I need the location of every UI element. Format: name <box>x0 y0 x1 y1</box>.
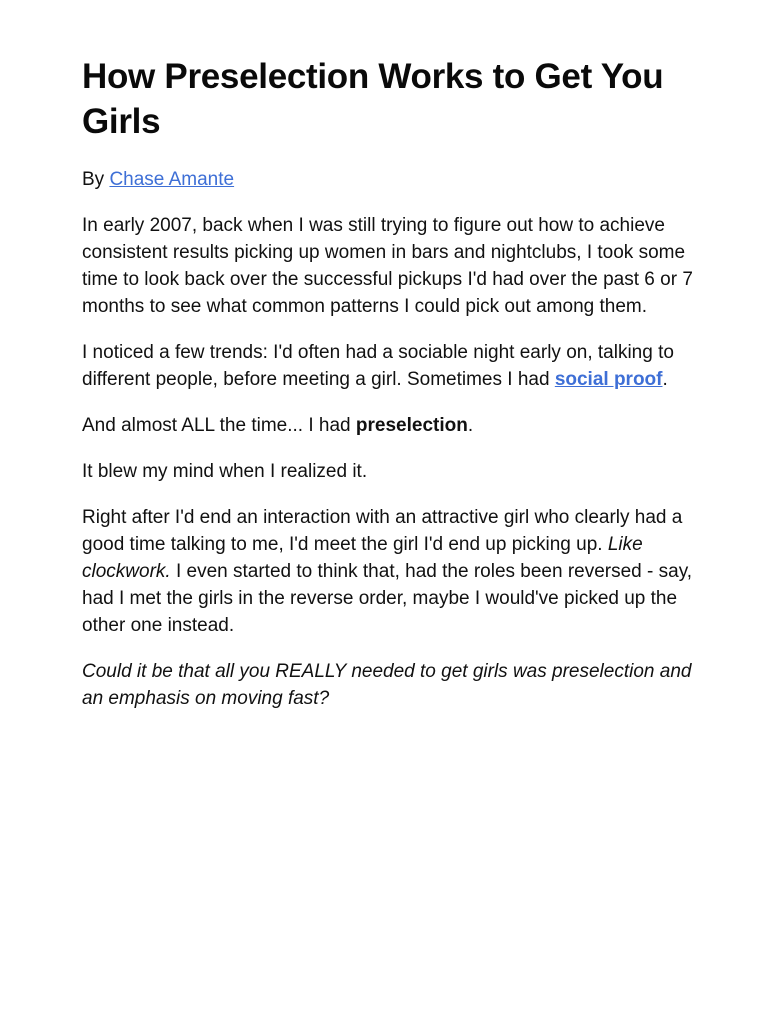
paragraph-3-end: . <box>467 415 474 436</box>
paragraph-1: In early 2007, back when I was still trying to figure out how to achieve consistent results picking up women in bars and nightclubs, I took some time to look back over the successful pickups I'd had over the past 6 or 7 months to see what common patterns I could pick out among them. <box>82 215 693 317</box>
article <box>82 54 698 731</box>
paragraph-2 <box>82 339 698 393</box>
paragraph-5-end: I even started to think that, had the roles been reversed - say, had I met the girls in the reverse order, maybe I would've picked up the other one instead. <box>82 561 693 636</box>
paragraph-5-text: Right after I'd end an interaction with an attractive girl who clearly had a good time talking to me, I'd meet the girl I'd end up picking up. <box>82 507 683 555</box>
preselection-emphasis: preselection <box>355 415 468 436</box>
like-clockwork-emphasis: Like clockwork. <box>82 534 643 582</box>
byline-prefix: By <box>82 169 110 190</box>
paragraph-2-text: I noticed a few trends: I'd often had a sociable night early on, talking to different people, before meeting a girl. Sometimes I had <box>82 342 674 390</box>
social-proof-link[interactable]: social proof <box>554 369 663 390</box>
paragraph-4: It blew my mind when I realized it. <box>82 461 368 482</box>
byline <box>82 166 698 193</box>
paragraph-3-text: And almost ALL the time... I had <box>82 415 356 436</box>
paragraph-2-end: . <box>662 369 668 390</box>
article-title: How Preselection Works to Get You Girls <box>82 57 664 141</box>
author-link[interactable]: Chase Amante <box>109 169 235 190</box>
paragraph-6: Could it be that all you REALLY needed to get girls was preselection and an emphasis on moving fast? <box>82 661 692 709</box>
paragraph-3 <box>82 412 698 439</box>
paragraph-5 <box>82 504 698 639</box>
